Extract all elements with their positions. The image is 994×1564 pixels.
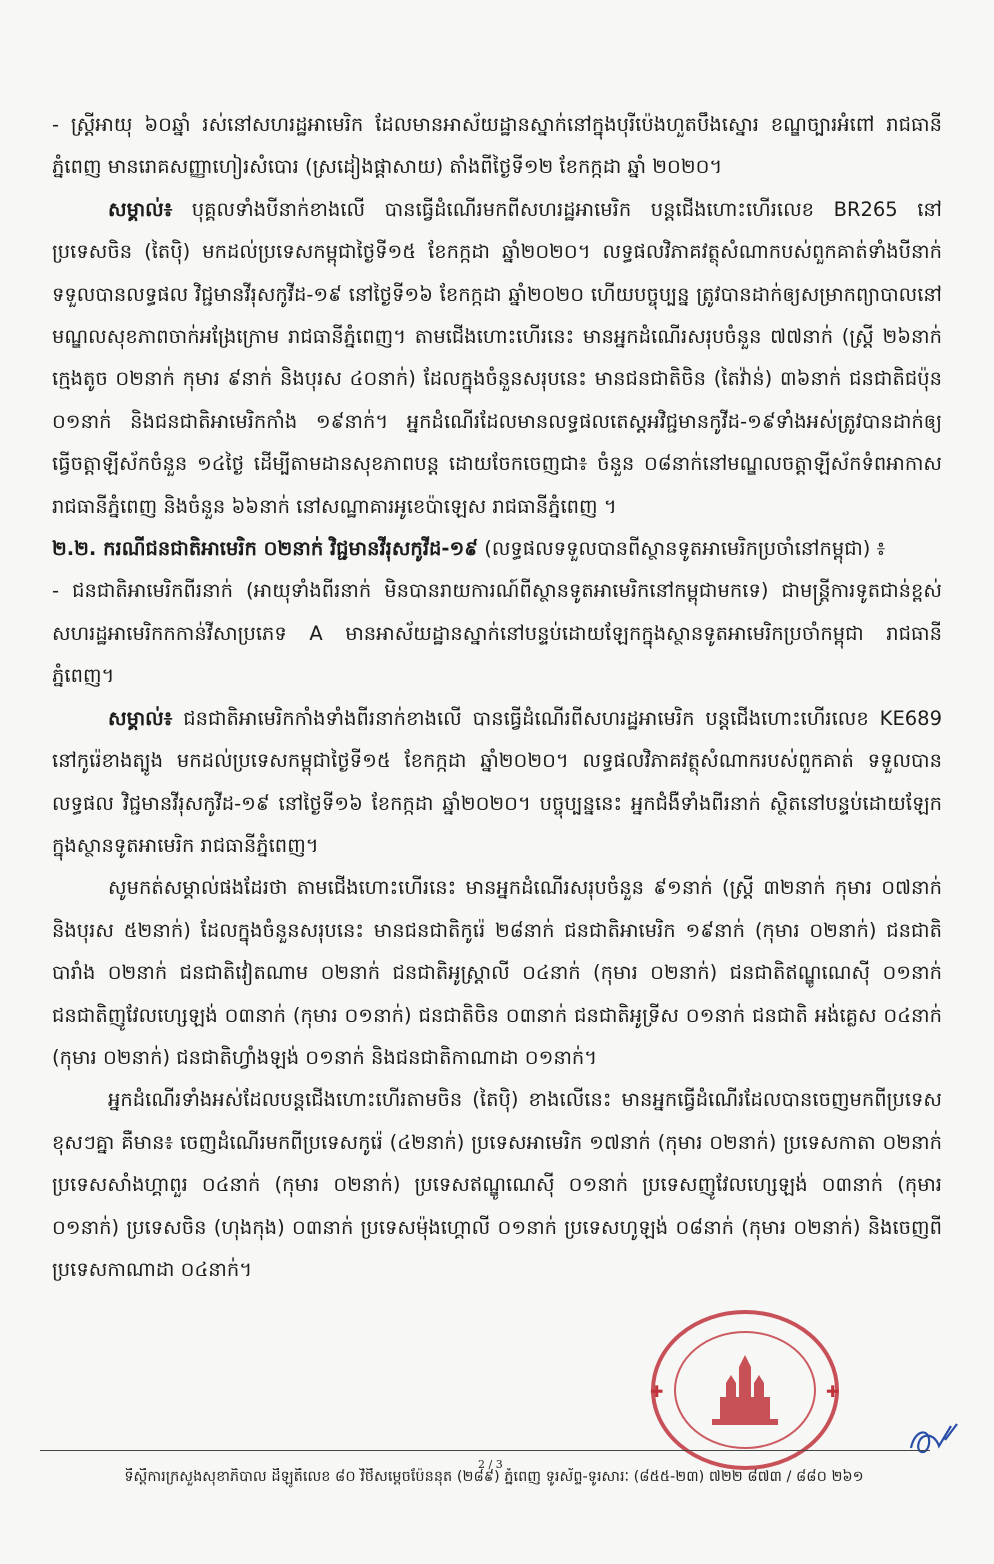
paragraph-female-case: - ស្ត្រីអាយុ ៦០ឆ្នាំ រស់នៅសហរដ្ឋអាមេរិក ដែលមានអាស័យដ្ឋានស្នាក់នៅក្នុងបុរីប៉េងហួតបឹងស្នោរ ខណ្ឌច្បារអំពៅ រាជធានីភ្នំពេញ មានរោគសញ្ញាហៀរសំបោរ (ស្រដៀងផ្ដាសាយ) តាំងពីថ្ងៃទី១២ ខែកក្កដា ឆ្នាំ ២០២០។	[52, 113, 942, 179]
paragraph-american-cases: - ជនជាតិអាមេរិកពីរនាក់ (អាយុទាំងពីរនាក់ មិនបានរាយការណ៍ពីស្ថានទូតអាមេរិកនៅកម្ពុជាមកទេ) ជាមន្ត្រីការទូតជាន់ខ្ពស់សហរដ្ឋអាមេរិកកកាន់វីសាប្រភេទ A មានអាស័យដ្ឋានស្នាក់នៅបន្ទប់ដោយឡែកក្នុងស្ថានទូតអាមេរិកប្រចាំកម្ពុជា រាជធានីភ្នំពេញ។	[52, 579, 942, 688]
section-heading-rest: (លទ្ធផលទទួលបានពីស្ថានទូតអាមេរិកប្រចាំនៅកម្ពុជា) ៖	[478, 537, 886, 561]
paragraph-flight-passengers: សូមកត់សម្គាល់ផងដែរថា តាមជើងហោះហើរនេះ មានអ្នកដំណើរសរុបចំនួន ៩១នាក់ (ស្ត្រី ៣២នាក់ កុមារ ០៧នាក់ និងបុរស ៥២នាក់) ដែលក្នុងចំនួនសរុបនេះ មានជនជាតិកូរ៉េ ២៨នាក់ ជនជាតិអាមេរិក ១៩នាក់ (កុមារ ០២នាក់) ជនជាតិបារាំង ០២នាក់ ជនជាតិវៀតណាម ០២នាក់ ជនជាតិអូស្ត្រាលី ០៤នាក់ (កុមារ ០២នាក់) ជនជាតិឥណ្ឌូណេស៊ី ០១នាក់ ជនជាតិញូវែលហ្សេឡង់ ០៣នាក់ (កុមារ ០១នាក់) ជនជាតិចិន ០៣នាក់ ជនជាតិអូទ្រីស ០១នាក់ ជនជាតិ អង់គ្លេស ០៤នាក់ (កុមារ ០២នាក់) ជនជាតិហ្វាំងឡង់ ០១នាក់ និងជនជាតិកាណាដា ០១នាក់។	[52, 876, 942, 1069]
footer-divider	[40, 1450, 930, 1451]
section-heading-bold: ២.២. ករណីជនជាតិអាមេរិក ០២នាក់ វិជ្ជមានវីរុសកូវីដ-១៩	[52, 537, 479, 561]
footer-address: ទីស្តីការក្រសួងសុខាភិបាល ដីឡូតិ៍លេខ ៨០ វិថីសម្តេចប៉ែននុត (២៨៩) ភ្នំពេញ ទូរស័ព្ទ-ទូរសារៈ (៨៥៥-២៣) ៧២២ ៨៧៣ / ៨៨០ ២៦១	[124, 1469, 864, 1485]
paragraph-note-2	[52, 698, 942, 868]
note-label: សម្គាល់៖	[108, 197, 173, 221]
svg-text:✚: ✚	[650, 1382, 664, 1401]
svg-text:✚: ✚	[826, 1382, 840, 1401]
page-number: 2 / 3	[478, 1458, 503, 1471]
note-text: ជនជាតិអាមេរិកកាំងទាំងពីរនាក់ខាងលើ បានធ្វើដំណើរពីសហរដ្ឋអាមេរិក បន្តជើងហោះហើរលេខ KE689 នៅកូរ៉េខាងត្បូង មកដល់ប្រទេសកម្ពុជាថ្ងៃទី១៥ ខែកក្កដា ឆ្នាំ២០២០។ លទ្ធផលវិភាគវត្ថុសំណាករបស់ពួកគាត់ ទទួលបានលទ្ធផល វិជ្ជមានវីរុសកូវីដ-១៩ នៅថ្ងៃទី១៦ ខែកក្កដា ឆ្នាំ២០២០។ បច្ចុប្បន្ននេះ អ្នកជំងឺទាំងពីរនាក់ ស្ថិតនៅបន្ទប់ដោយឡែកក្នុងស្ថានទូតអាមេរិក រាជធានីភ្នំពេញ។	[52, 706, 942, 857]
document-body	[52, 104, 942, 1291]
signature-mark	[905, 1420, 965, 1460]
note-label: សម្គាល់៖	[108, 706, 173, 730]
paragraph-origin-countries: អ្នកដំណើរទាំងអស់ដែលបន្តជើងហោះហើរតាមចិន (តៃប៉ិ) ខាងលើនេះ មានអ្នកធ្វើដំណើរដែលបានចេញមកពីប្រទេសខុសៗគ្នា គឺមាន៖ ចេញដំណើរមកពីប្រទេសកូរ៉េ (៤២នាក់) ប្រទេសអាមេរិក ១៧នាក់ (កុមារ ០២នាក់) ប្រទេសកាតា ០២នាក់ ប្រទេសសាំងហ្គាពួរ ០៤នាក់ (កុមារ ០២នាក់) ប្រទេសឥណ្ឌូណេស៊ី ០១នាក់ ប្រទេសញូវែលហ្សេឡង់ ០៣នាក់ (កុមារ ០១នាក់) ប្រទេសចិន (ហុងកុង) ០៣នាក់ ប្រទេសម៉ុងហ្គោលី ០១នាក់ ប្រទេសហូឡង់ ០៨នាក់ (កុមារ ០២នាក់) និងចេញពីប្រទេសកាណាដា ០៤នាក់។	[52, 1088, 942, 1281]
paragraph-note-1	[52, 189, 942, 528]
note-text: បុគ្គលទាំងបីនាក់ខាងលើ បានធ្វើដំណើរមកពីសហរដ្ឋអាមេរិក បន្តជើងហោះហើរលេខ BR265 នៅប្រទេសចិន (តៃប៉ិ) មកដល់ប្រទេសកម្ពុជាថ្ងៃទី១៥ ខែកក្កដា ឆ្នាំ២០២០។ លទ្ធផលវិភាគវត្ថុសំណាកបស់ពួកគាត់ទាំងបីនាក់ ទទួលបានលទ្ធផល វិជ្ជមានវីរុសកូវីដ-១៩ នៅថ្ងៃទី១៦ ខែកក្កដា ឆ្នាំ២០២០ ហើយបច្ចុប្បន្ន ត្រូវបានដាក់ឲ្យសម្រាកព្យាបាលនៅមណ្ឌលសុខភាពចាក់អង្រែក្រោម រាជធានីភ្នំពេញ។ តាមជើងហោះហើរនេះ មានអ្នកដំណើរសរុបចំនួន ៧៧នាក់ (ស្ត្រី ២៦នាក់ ក្មេងតូច ០២នាក់ កុមារ ៩នាក់ និងបុរស ៤០នាក់) ដែលក្នុងចំនួនសរុបនេះ មានជនជាតិចិន (តៃវ៉ាន់) ៣៦នាក់ ជនជាតិជប៉ុន ០១នាក់ និងជនជាតិអាមេរិកកាំង ១៩នាក់។ អ្នកដំណើរដែលមានលទ្ធផលតេស្តអវិជ្ជមានកូវីដ-១៩ទាំងអស់ត្រូវបានដាក់ឲ្យធ្វើចត្តាឡីស័កចំនួន ១៤ថ្ងៃ ដើម្បីតាមដានសុខភាពបន្ត ដោយចែកចេញជា៖ ចំនួន ០៨នាក់នៅមណ្ឌលចត្តាឡីស័កទំពអាកាស រាជធានីភ្នំពេញ និងចំនួន ៦៦នាក់ នៅសណ្ឋាគារអូខេប៉ាឡេស រាជធានីភ្នំពេញ ។	[52, 197, 942, 518]
section-heading-2-2	[52, 528, 942, 570]
